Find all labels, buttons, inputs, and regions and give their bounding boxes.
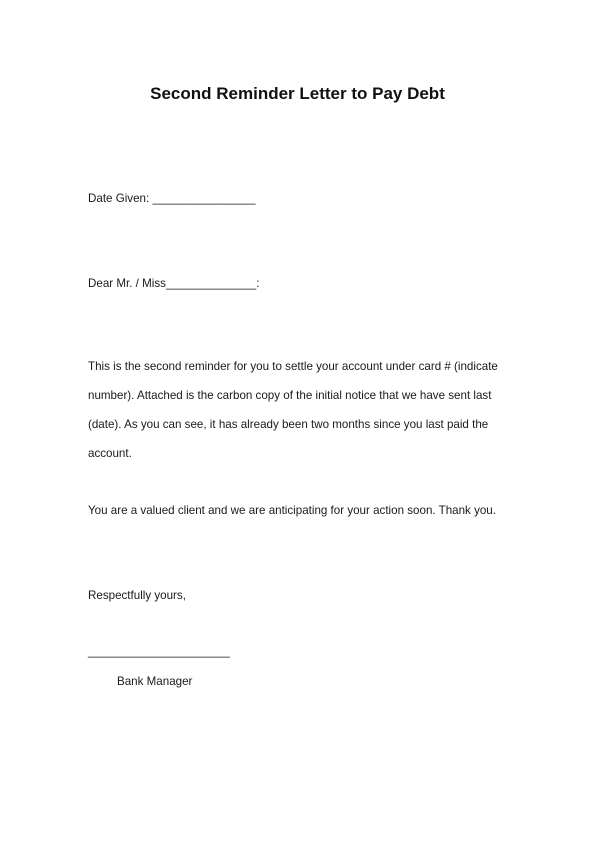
date-given-line: Date Given: ________________ xyxy=(88,192,256,205)
closing-paragraph: You are a valued client and we are anticipating for your action soon. Thank you. xyxy=(88,504,496,517)
complimentary-close: Respectfully yours, xyxy=(88,589,186,602)
letter-title: Second Reminder Letter to Pay Debt xyxy=(150,84,445,103)
signature-line: ______________________ xyxy=(88,645,230,658)
body-line-1: This is the second reminder for you to settle your account under card # (indicate xyxy=(88,360,498,373)
body-line-4: account. xyxy=(88,447,132,460)
signatory-title: Bank Manager xyxy=(117,675,193,688)
salutation: Dear Mr. / Miss______________: xyxy=(88,277,260,290)
body-line-2: number). Attached is the carbon copy of the initial notice that we have sent last xyxy=(88,389,492,402)
body-line-3: (date). As you can see, it has already been two months since you last paid the xyxy=(88,418,489,431)
